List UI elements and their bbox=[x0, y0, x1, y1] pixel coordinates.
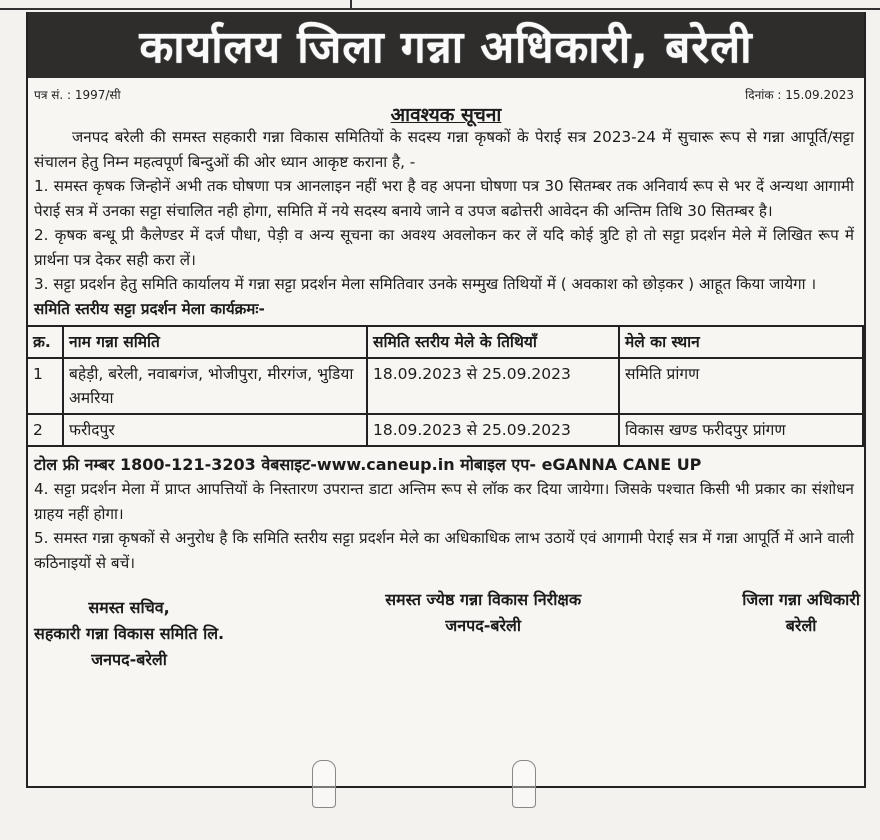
cell-dates: 18.09.2023 से 25.09.2023 bbox=[367, 414, 619, 446]
point-5: 5. समस्त गन्ना कृषकों से अनुरोध है कि समिति स्तरीय सट्टा प्रदर्शन मेले का अधिकाधिक लाभ उठायें एवं आगामी पेराई सत्र में गन्ना आपूर्ति में आने वाली कठिनाइयों से बचें। bbox=[34, 529, 854, 572]
newspaper-top-border bbox=[0, 0, 880, 10]
cell-dates: 18.09.2023 से 25.09.2023 bbox=[367, 358, 619, 414]
letter-number: पत्र सं. : 1997/सी bbox=[34, 88, 121, 102]
table-header-row bbox=[27, 326, 863, 358]
header-venue: मेले का स्थान bbox=[619, 326, 863, 358]
point-2: 2. कृषक बन्धू प्री कैलेण्डर में दर्ज पौधा, पेड़ी व अन्य सूचना का अवश्य अवलोकन कर लें यदि कोई त्रुटि हो तो सट्टा प्रदर्शन मेले में लिखित रूप में प्रार्थना पत्र देकर सही करा लें। bbox=[34, 226, 854, 269]
signature-district-officer bbox=[742, 587, 860, 673]
cell-serial: 1 bbox=[27, 358, 63, 414]
signature-line: बरेली bbox=[785, 616, 817, 635]
schedule-title: समिति स्तरीय सट्टा प्रदर्शन मेला कार्यक्रमः- bbox=[34, 299, 265, 318]
signature-line: जिला गन्ना अधिकारी bbox=[742, 590, 860, 609]
signature-secretaries bbox=[34, 595, 224, 673]
table-row bbox=[27, 358, 863, 414]
signature-line: जनपद-बरेली bbox=[91, 650, 167, 669]
notice-date: दिनांक : 15.09.2023 bbox=[745, 88, 854, 102]
office-title-banner: कार्यालय जिला गन्ना अधिकारी, बरेली bbox=[28, 12, 864, 78]
signature-inspectors bbox=[385, 587, 581, 673]
notice-box bbox=[26, 12, 866, 788]
header-dates: समिति स्तरीय मेले के तिथियाँ bbox=[367, 326, 619, 358]
cell-society-name: बहेड़ी, बरेली, नवाबगंज, भोजीपुरा, मीरगंज, भुडिया अमरिया bbox=[63, 358, 367, 414]
header-society-name: नाम गन्ना समिति bbox=[63, 326, 367, 358]
column-divider bbox=[350, 0, 352, 8]
cell-society-name: फरीदपुर bbox=[63, 414, 367, 446]
cell-venue: समिति प्रांगण bbox=[619, 358, 863, 414]
intro-paragraph: जनपद बरेली की समस्त सहकारी गन्ना विकास समितियों के सदस्य गन्ना कृषकों के पेराई सत्र 2023-24 में सुचारू रूप से गन्ना आपूर्ति/सट्टा संचालन हेतु निम्न महत्वपूर्ण बिन्दुओं की ओर ध्यान आकृष्ट कराना है, - bbox=[34, 128, 854, 171]
point-3: 3. सट्टा प्रदर्शन हेतु समिति कार्यालय में गन्ना सट्टा प्रदर्शन मेला समितिवार उनके सम्मुख तिथियों में ( अवकाश को छोड़कर ) आहूत किया जायेगा । bbox=[34, 275, 817, 293]
meta-row bbox=[28, 78, 864, 103]
table-row bbox=[27, 414, 863, 446]
point-4: 4. सट्टा प्रदर्शन मेला में प्राप्त आपत्तियों के निस्तारण उपरान्त डाटा अन्तिम रूप से लॉक कर दिया जायेगा। जिसके पश्चात किसी भी प्रकार का संशोधन ग्राहय नहीं होगा। bbox=[34, 480, 854, 523]
header-serial: क्र. bbox=[27, 326, 63, 358]
notice-heading: आवश्यक सूचना bbox=[390, 104, 502, 126]
point-1: 1. समस्त कृषक जिन्होनें अभी तक घोषणा पत्र आनलाइन नहीं भरा है वह अपना घोषणा पत्र 30 सितम्बर तक अनिवार्य रूप से भर दें अन्यथा आगामी पेराई सत्र में उनका सट्टा संचालित नही होगा, समिति में नये सदस्य बनाये जाने व उपज बढोत्तरी आवेदन की अन्तिम तिथि 30 सितम्बर है। bbox=[34, 177, 854, 220]
binder-clip-icon bbox=[312, 760, 336, 808]
signature-line: समस्त ज्येष्ठ गन्ना विकास निरीक्षक bbox=[385, 590, 582, 609]
signature-line: सहकारी गन्ना विकास समिति लि. bbox=[34, 624, 225, 643]
cell-serial: 2 bbox=[27, 414, 63, 446]
signature-line: जनपद-बरेली bbox=[445, 616, 522, 635]
signature-line: समस्त सचिव, bbox=[88, 598, 170, 617]
binder-clip-icon bbox=[512, 760, 536, 808]
cell-venue: विकास खण्ड फरीदपुर प्रांगण bbox=[619, 414, 863, 446]
contact-line: टोल फ्री नम्बर 1800-121-3203 वेबसाइट-www.caneup.in मोबाइल एप- eGANNA CANE UP bbox=[34, 455, 702, 474]
signature-block bbox=[28, 575, 864, 673]
schedule-table bbox=[26, 325, 864, 447]
